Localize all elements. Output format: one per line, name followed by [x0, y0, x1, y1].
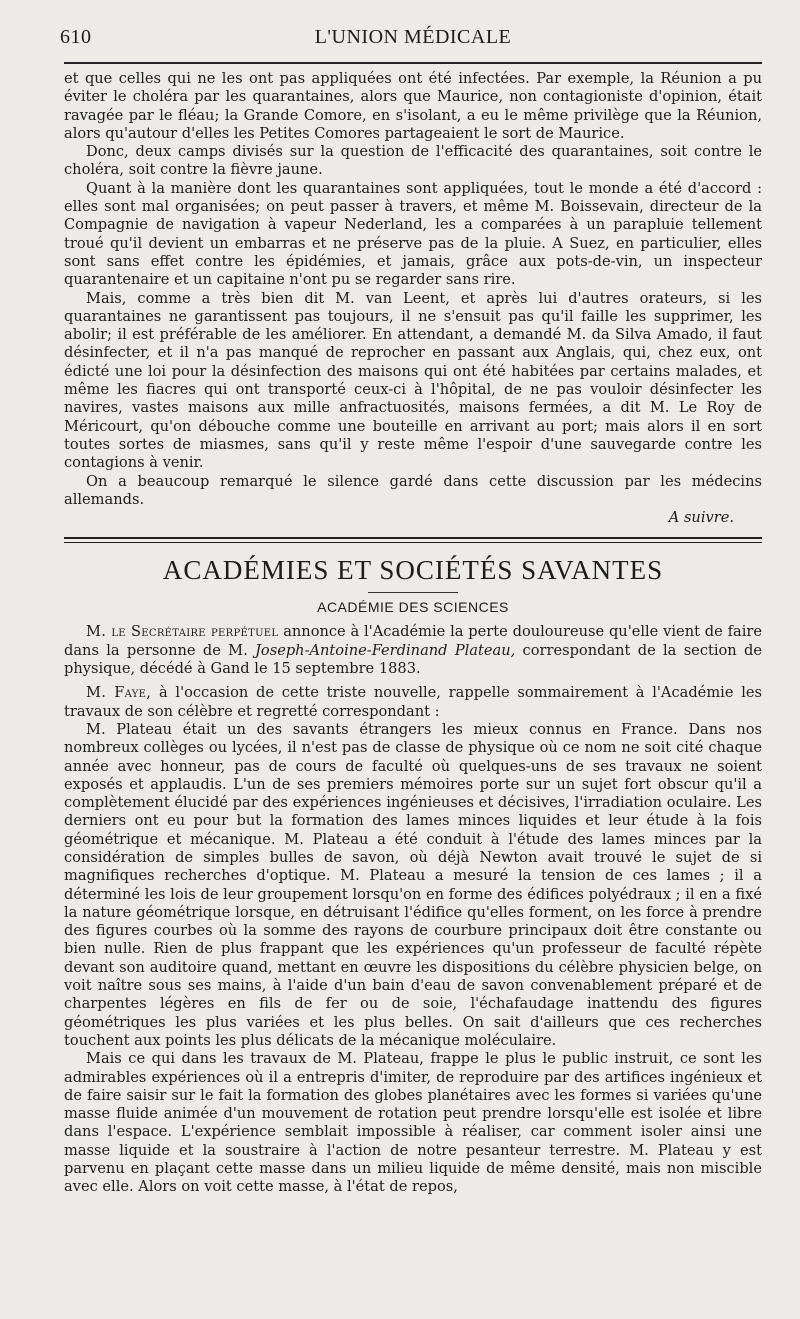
- section-rule: [64, 537, 762, 539]
- paragraph-text: à l'occasion de cette triste nouvelle, rappelle sommairement à l'Académie les travaux de son célèbre et regretté correspondant :: [64, 684, 762, 720]
- speaker-name: M. Faye,: [86, 684, 152, 702]
- paragraph: M. Plateau était un des savants étrangers les mieux connus en France. Dans nos nombreux collèges ou lycées, il n'est pas de classe de physique où ce nom ne soit cité chaque année avec honneur, pas de cours de faculté où quelques-uns de ses travaux ne soient exposés et applaudis. L'un de ses premiers mémoires porte sur un sujet fort obscur qu'il a complètement élucidé par des expériences ingénieuses et décisives, l'irradiation oculaire. Les derniers ont eu pour but la formation des lames minces liquides et leur étude à la fois géométrique et mécanique. M. Plateau a été conduit à l'étude des lames minces par la considération de simples bulles de savon, où déjà Newton avait trouvé le sujet de si magnifiques recherches d'optique. M. Plateau a mesuré la tension de ces lames ; il a déterminé les lois de leur groupement lorsqu'on en forme des édifices polyédraux ; il en a fixé la nature géométrique lorsque, en détruisant l'édifice qu'elles forment, on les force à prendre des figures courbes où la somme des rayons de courbure principaux doit être constante ou bien nulle. Rien de plus frappant que les expériences qu'un professeur de faculté répète devant son auditoire quand, mettant en œuvre les dispositions du célèbre physicien belge, on voit naître sous ses mains, à l'aide d'un bain d'eau de savon convenablement préparé et de charpentes légères en fils de fer ou de soie, l'échafaudage inattendu des figures géométriques les plus variées et les plus belles. On sait d'ailleurs que ces recherches touchent aux points les plus délicats de la mécanique moléculaire.: [64, 720, 762, 1049]
- header-rule: [64, 62, 762, 64]
- section-rule: [64, 542, 762, 543]
- paragraph: On a beaucoup remarqué le silence gardé dans cette discussion par les médecins allemands.: [64, 472, 762, 508]
- paragraph: [64, 623, 762, 678]
- article-continuation: [64, 70, 762, 527]
- person-name: Joseph-Antoine-Ferdinand Plateau,: [255, 641, 516, 659]
- paragraph: [64, 684, 762, 721]
- subsection-title: ACADÉMIE DES SCIENCES: [317, 599, 509, 616]
- section-title: ACADÉMIES ET SOCIÉTÉS SAVANTES: [162, 555, 664, 586]
- speaker-name: M. le Secrétaire perpétuel: [86, 623, 279, 641]
- paragraph: Mais ce qui dans les travaux de M. Plateau, frappe le plus le public instruit, ce sont les admirables expériences où il a entrepris d'imiter, de reproduire par des artifices ingénieux et de faire saisir sur le fait la formation des globes planétaires avec les formes si variées qu'une masse fluide animée d'un mouvement de rotation peut prendre lorsqu'elle est isolée et libre dans l'espace. L'expérience semblait impossible à réaliser, car comment isoler ainsi une masse liquide et la soustraire à l'action de notre pesanteur terrestre. M. Plateau y est parvenu en plaçant cette masse dans un milieu liquide de même densité, mais non miscible avec elle. Alors on voit cette masse, à l'état de repos,: [64, 1050, 762, 1196]
- paragraph: Mais, comme a très bien dit M. van Leent, et après lui d'autres orateurs, si les quarantaines ne garantissent pas toujours, il ne s'ensuit pas qu'il faille les supprimer, les abolir; il est préférable de les améliorer. En attendant, a demandé M. da Silva Amado, il faut désinfecter, et il n'a pas manqué de reprocher en passant aux Anglais, qui, chez eux, ont édicté une loi pour la désinfection des maisons qui ont été habitées par certains malades, et même les fiacres qui ont transporté ceux-ci à l'hôpital, de ne pas vouloir désinfecter les navires, vastes maisons aux mille anfractuosités, maisons fermées, a dit M. Le Roy de Méricourt, qu'on débouche comme une bouteille en arrivant au port; mais alors il en sort toutes sortes de miasmes, sans qu'il y reste même l'espoir d'une sauvegarde contre les contagions à venir.: [64, 289, 762, 472]
- continued-note: A suivre.: [668, 509, 734, 527]
- running-title: L'UNION MÉDICALE: [314, 26, 512, 48]
- paragraph-text: correspondant de la section de physique, décédé à Gand le 15 septembre 1883.: [64, 641, 762, 678]
- paragraph: Quant à la manière dont les quarantaines sont appliquées, tout le monde a été d'accord : elles sont mal organisées; on peut passer à travers, et même M. Boissevain, directeur de la Compagnie de navigation à vapeur Nederland, les a comparées à un parapluie tellement troué qu'il devient un embarras et ne préserve pas de la pluie. A Suez, en particulier, elles sont sans effet contre les épidémies, et jamais, grâce aux pots-de-vin, un inspecteur quarantenaire et un capitaine n'ont pu se regarder sans rire.: [64, 179, 762, 289]
- page-number: 610: [60, 26, 92, 48]
- paragraph-text: annonce à l'Académie la perte douloureuse qu'elle vient de faire dans la personne de M.: [64, 623, 762, 659]
- running-head: [60, 20, 762, 50]
- paragraph: Donc, deux camps divisés sur la question de l'efficacité des quarantaines, soit contre le choléra, soit contre la fièvre jaune.: [64, 143, 762, 179]
- paragraph: et que celles qui ne les ont pas appliquées ont été infectées. Par exemple, la Réunion a pu éviter le choléra par les quarantaines, alors que Maurice, non contagioniste d'opinion, était ravagée par le fléau; la Grande Comore, en s'isolant, a eu le même privilège que la Réunion, alors qu'autour d'elles les Petites Comores partageaient le sort de Maurice.: [64, 70, 762, 142]
- title-rule: [368, 592, 458, 593]
